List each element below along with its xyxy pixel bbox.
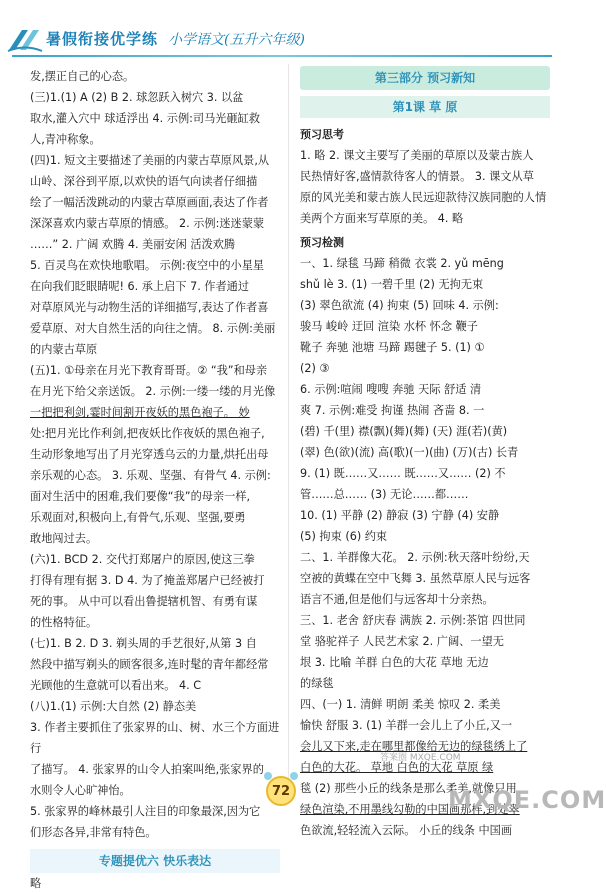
answer-line: (5) 拘束 (6) 约束 bbox=[300, 530, 388, 543]
answer-line: 空被的黄蝶在空中飞舞 3. 虽然草原人民与远客 bbox=[300, 572, 531, 585]
answer-line: 靴子 奔驰 池塘 马蹄 踢毽子 5. (1) ① bbox=[300, 341, 485, 354]
answer-line: shǔ lè 3. (1) 一碧千里 (2) 无拘无束 bbox=[300, 278, 484, 291]
answer-line: 堂 骆驼祥子 人民艺术家 2. 广阔、一望无 bbox=[300, 635, 504, 648]
left-column bbox=[30, 66, 280, 894]
answer-line: 的性格特征。 bbox=[30, 616, 98, 629]
answer-line: 5. 张家界的峰林最引人注目的印象最深,因为它 bbox=[30, 805, 261, 818]
answer-line: 四、(一) 1. 清鲜 明朗 柔美 惊叹 2. 柔美 bbox=[300, 698, 501, 711]
answer-line: 山岭、深谷到平原,以欢快的语气向读者仔细描 bbox=[30, 175, 258, 188]
column-divider bbox=[288, 64, 289, 794]
answer-line: 然段中描写剃头的顾客很多,连时髦的青年都经常 bbox=[30, 658, 269, 671]
answer-line: 在向我们眨眼睛呢! 6. 承上启下 7. 作者通过 bbox=[30, 280, 250, 293]
answer-line: 处:把月光比作利剑,把夜妖比作夜妖的黑色袍子, bbox=[30, 427, 265, 440]
answer-line: 深深喜欢内蒙古草原的情感。 2. 示例:迷迷蒙蒙 bbox=[30, 217, 265, 230]
right-column bbox=[300, 66, 550, 841]
answer-line: 乐观面对,积极向上,有骨气,乐观、坚强,要勇 bbox=[30, 511, 246, 524]
answer-line: 毯 (2) 那些小丘的线条是那么柔美,就像只用 bbox=[300, 782, 517, 795]
answer-line: 民热情好客,盛情款待客人的情景。 3. 课文从草 bbox=[300, 170, 534, 183]
answer-line: 6. 示例:喧闹 嗖嗖 奔驰 天际 舒适 清 bbox=[300, 383, 482, 396]
answer-line: 一、1. 绿毯 马蹄 稍微 衣裳 2. yǔ mēng bbox=[300, 257, 504, 270]
answer-line: 骏马 峻岭 迂回 渲染 水杯 怀念 鞭子 bbox=[300, 320, 478, 333]
answer-line: 色欲流,轻轻流入云际。 小丘的线条 中国画 bbox=[300, 824, 513, 837]
watermark-logo: MXQE.COM bbox=[448, 786, 606, 814]
answer-line: 了描写。 4. 张家界的山令人拍案叫绝,张家界的 bbox=[30, 763, 264, 776]
answer-line: 爽 7. 示例:难受 拘谨 热闹 吝啬 8. 一 bbox=[300, 404, 485, 417]
topic-answer: 略 bbox=[30, 877, 42, 890]
answer-line: (2) ③ bbox=[300, 362, 330, 375]
answer-line: 生动形象地写出了月光穿透乌云的力量,烘托出母 bbox=[30, 448, 269, 461]
answer-line: (3) 翠色欲流 (4) 拘束 (5) 回味 4. 示例: bbox=[300, 299, 499, 312]
answer-line: 光顾他的生意就可以看出来。 4. C bbox=[30, 679, 202, 692]
answer-line: (四)1. 短文主要描述了美丽的内蒙古草原风景,从 bbox=[30, 154, 270, 167]
header-divider bbox=[12, 55, 552, 57]
page-header bbox=[0, 0, 560, 62]
answer-line: 人,青冲称象。 bbox=[30, 133, 101, 146]
lesson-title: 第1课 草 原 bbox=[300, 96, 550, 118]
answer-line: 的内蒙古草原 bbox=[30, 343, 98, 356]
answer-line: (五)1. ①母亲在月光下教育哥哥。② “我”和母亲 bbox=[30, 364, 268, 377]
answer-line: 亲乐观的心态。 3. 乐观、坚强、有骨气 4. 示例: bbox=[30, 469, 271, 482]
preview-think-heading: 预习思考 bbox=[300, 128, 344, 141]
answer-line: 在月光下给父亲送饭。 2. 示例:一缕一缕的月光像 bbox=[30, 385, 276, 398]
answer-line: (七)1. B 2. D 3. 剃头周的手艺很好,从第 3 自 bbox=[30, 637, 257, 650]
answer-line: 发,摆正自己的心态。 bbox=[30, 70, 135, 83]
book-pen-logo-icon bbox=[6, 24, 44, 54]
answer-line: (碧) 千(里) 襟(飘)(舞)(舞) (天) 涯(若)(黄) bbox=[300, 425, 508, 438]
answer-line: (翠) 色(欲)(流) 高(歌)(一)(曲) (万)(古) 长青 bbox=[300, 446, 519, 459]
answer-line: 10. (1) 平静 (2) 静寂 (3) 宁静 (4) 安静 bbox=[300, 509, 500, 522]
answer-line: 的绿毯 bbox=[300, 677, 334, 690]
answer-line: 绘了一幅活泼跳动的内蒙古草原画面,表达了作者 bbox=[30, 196, 269, 209]
answer-line: 会儿又下来,走在哪里都像给无边的绿毯绣上了 bbox=[300, 740, 528, 753]
answer-line: 对草原风光与动物生活的详细描写,表达了作者喜 bbox=[30, 301, 269, 314]
topic-heading: 专题提优六 快乐表达 bbox=[30, 849, 280, 873]
answer-line: 垠 3. 比喻 羊群 白色的大花 草地 无边 bbox=[300, 656, 489, 669]
answer-line: 美两个方面来写草原的美。 4. 略 bbox=[300, 212, 464, 225]
answer-line: 3. 作者主要抓住了张家界的山、树、水三个方面进行 bbox=[30, 721, 280, 755]
answer-line: 敢地闯过去。 bbox=[30, 532, 98, 545]
book-title: 暑假衔接优学练 bbox=[46, 30, 159, 48]
answer-line: 9. (1) 既……又…… 既……又…… (2) 不 bbox=[300, 467, 506, 480]
answer-line: 爱草原、对大自然生活的向往之情。 8. 示例:美丽 bbox=[30, 322, 276, 335]
answer-line: ……” 2. 广阔 欢腾 4. 美丽安闲 活泼欢腾 bbox=[30, 238, 236, 251]
answer-line: 白色的大花。 草地 白色的大花 草原 绿 bbox=[300, 761, 494, 774]
answer-line: (三)1.(1) A (2) B 2. 球忽跃入树穴 3. 以盆 bbox=[30, 91, 244, 104]
answer-line: 管……总…… (3) 无论……都…… bbox=[300, 488, 469, 501]
alarm-clock-ear-icon bbox=[290, 772, 298, 780]
answer-line: 取水,灌入穴中 球适浮出 4. 示例:司马光砸缸救 bbox=[30, 112, 261, 125]
watermark-small: 答案圈 MXQE.COM bbox=[380, 753, 461, 763]
answer-line: 打得有理有据 3. D 4. 为了掩盖郑屠户已经被打 bbox=[30, 574, 265, 587]
book-subtitle: 小学语文(五升六年级) bbox=[168, 32, 305, 48]
answer-line: (八)1.(1) 示例:大自然 (2) 静态美 bbox=[30, 700, 197, 713]
answer-line: 原的风光美和蒙古族人民远迎款待汉族同胞的人情 bbox=[300, 191, 547, 204]
answer-line: 语言不通,但是他们与远客却十分亲热。 bbox=[300, 593, 494, 606]
answer-line: 一把把利剑,霎时间割开夜妖的黑色袍子。 妙 bbox=[30, 406, 250, 419]
answer-line: 5. 百灵鸟在欢快地歌唱。 示例:夜空中的小星星 bbox=[30, 259, 265, 272]
answer-line: 死的事。 从中可以看出鲁提辖机智、有勇有谋 bbox=[30, 595, 258, 608]
answer-line: 三、1. 老舍 舒庆春 满族 2. 示例:茶馆 四世同 bbox=[300, 614, 526, 627]
answer-line: 们形态各异,非常有特色。 bbox=[30, 826, 157, 839]
answer-line: 愉快 舒服 3. (1) 羊群一会儿上了小丘,又一 bbox=[300, 719, 513, 732]
answer-line: (六)1. BCD 2. 交代打郑屠户的原因,使这三拳 bbox=[30, 553, 255, 566]
answer-line: 水则令人心旷神怡。 bbox=[30, 784, 131, 797]
answer-line: 绿色渲染,不用墨线勾勒的中国画那样,到处翠 bbox=[300, 803, 520, 816]
section-heading: 第三部分 预习新知 bbox=[300, 66, 550, 90]
page-number: 72 bbox=[266, 776, 296, 806]
answer-line: 二、1. 羊群像大花。 2. 示例:秋天落叶纷纷,天 bbox=[300, 551, 530, 564]
answer-line: 面对生活中的困难,我们要像“我”的母亲一样, bbox=[30, 490, 251, 503]
preview-check-heading: 预习检测 bbox=[300, 236, 344, 249]
answer-line: 1. 略 2. 课文主要写了美丽的草原以及蒙古族人 bbox=[300, 149, 534, 162]
